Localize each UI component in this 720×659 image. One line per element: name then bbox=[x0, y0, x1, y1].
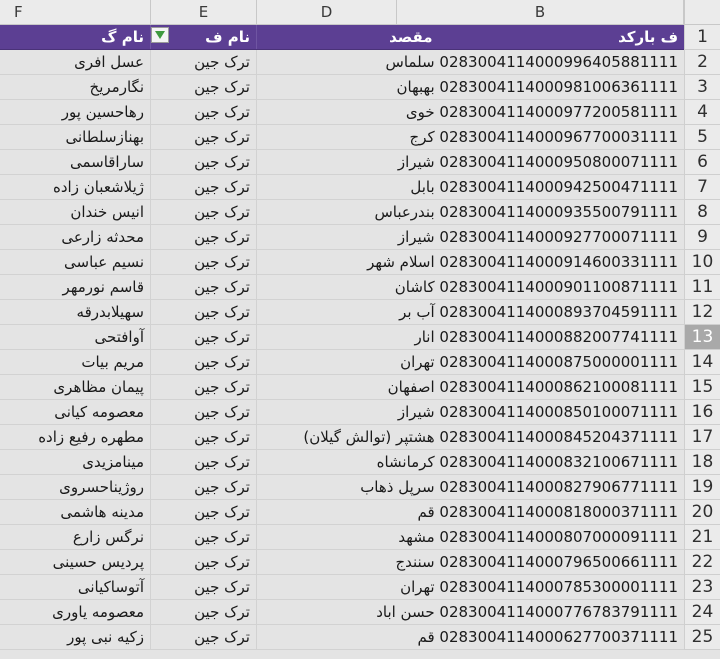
row-number[interactable]: 6 bbox=[684, 150, 720, 175]
destination-text: اسلام شهر bbox=[367, 253, 435, 271]
cell-barcode-dest[interactable] bbox=[257, 125, 684, 149]
table-row bbox=[0, 350, 684, 375]
cell-name[interactable]: معصومه کیانی bbox=[0, 400, 151, 424]
column-header-f[interactable] bbox=[0, 0, 151, 25]
header-barcode-label: ف بارکد bbox=[618, 28, 678, 46]
table-row bbox=[0, 525, 684, 550]
destination-text: سنندج bbox=[395, 553, 435, 571]
destination-text: شیراز bbox=[397, 228, 435, 246]
cell-family[interactable]: ترک جین bbox=[151, 275, 257, 299]
cell-name[interactable]: آوافتحی bbox=[0, 325, 151, 349]
row-number[interactable]: 7 bbox=[684, 175, 720, 200]
cell-family[interactable]: ترک جین bbox=[151, 200, 257, 224]
cell-barcode-dest[interactable] bbox=[257, 425, 684, 449]
cell-barcode-dest[interactable] bbox=[257, 625, 684, 649]
destination-text: تهران bbox=[400, 578, 435, 596]
cell-family[interactable]: ترک جین bbox=[151, 300, 257, 324]
table-row bbox=[0, 150, 684, 175]
cell-name[interactable]: ساراقاسمی bbox=[0, 150, 151, 174]
cell-family[interactable]: ترک جین bbox=[151, 125, 257, 149]
destination-text: بندرعباس bbox=[374, 203, 435, 221]
cell-name[interactable]: معصومه یاوری bbox=[0, 600, 151, 624]
cell-barcode-dest[interactable] bbox=[257, 550, 684, 574]
column-header-b[interactable] bbox=[397, 0, 684, 25]
table-row bbox=[0, 575, 684, 600]
cell-barcode-dest[interactable] bbox=[257, 575, 684, 599]
table-row bbox=[0, 600, 684, 625]
cell-name[interactable]: نگارمریخ bbox=[0, 75, 151, 99]
barcode-text: 0283004114000818000371111 bbox=[439, 503, 678, 521]
cell-barcode-dest[interactable] bbox=[257, 275, 684, 299]
barcode-text: 0283004114000862100081111 bbox=[439, 378, 678, 396]
destination-text: قم bbox=[417, 503, 435, 521]
cell-family[interactable]: ترک جین bbox=[151, 400, 257, 424]
row-number[interactable]: 21 bbox=[684, 525, 720, 550]
table-row bbox=[0, 50, 684, 75]
table-row bbox=[0, 300, 684, 325]
barcode-text: 0283004114000981006361111 bbox=[439, 78, 678, 96]
barcode-text: 0283004114000882007741111 bbox=[439, 328, 678, 346]
row-number[interactable]: 19 bbox=[684, 475, 720, 500]
row-number[interactable]: 11 bbox=[684, 275, 720, 300]
cell-name[interactable]: سهیلابدرقه bbox=[0, 300, 151, 324]
filter-arrow-icon bbox=[155, 31, 165, 39]
column-letter: B bbox=[534, 3, 546, 21]
cell-barcode-dest[interactable] bbox=[257, 175, 684, 199]
row-number[interactable]: 17 bbox=[684, 425, 720, 450]
table-row bbox=[0, 450, 684, 475]
destination-text: آب بر bbox=[399, 303, 435, 321]
cell-barcode-dest[interactable] bbox=[257, 200, 684, 224]
table-row bbox=[0, 475, 684, 500]
cell-name[interactable]: مطهره رفیع زاده bbox=[0, 425, 151, 449]
row-number-column bbox=[684, 25, 720, 659]
table-row bbox=[0, 500, 684, 525]
cell-name[interactable]: مینامزیدی bbox=[0, 450, 151, 474]
cell-barcode-dest[interactable] bbox=[257, 50, 684, 74]
table-row bbox=[0, 200, 684, 225]
cell-barcode-dest[interactable] bbox=[257, 450, 684, 474]
destination-text: بابل bbox=[410, 178, 435, 196]
cell-name[interactable]: نسیم عباسی bbox=[0, 250, 151, 274]
filter-dropdown-button[interactable] bbox=[151, 27, 169, 43]
row-number[interactable]: 3 bbox=[684, 75, 720, 100]
table-row bbox=[0, 400, 684, 425]
barcode-text: 0283004114000942500471111 bbox=[439, 178, 678, 196]
header-cell-family[interactable]: نام ف bbox=[151, 25, 257, 49]
cell-family[interactable]: ترک جین bbox=[151, 100, 257, 124]
barcode-text: 0283004114000850100071111 bbox=[439, 403, 678, 421]
cell-barcode-dest[interactable] bbox=[257, 500, 684, 524]
cell-barcode-dest[interactable] bbox=[257, 525, 684, 549]
row-number[interactable]: 16 bbox=[684, 400, 720, 425]
cell-barcode-dest[interactable] bbox=[257, 300, 684, 324]
row-number[interactable]: 13 bbox=[684, 325, 720, 350]
barcode-text: 0283004114000927700071111 bbox=[439, 228, 678, 246]
destination-text: بهبهان bbox=[396, 78, 435, 96]
barcode-text: 0283004114000977200581111 bbox=[439, 103, 678, 121]
cell-name[interactable]: زکیه نبی پور bbox=[0, 625, 151, 649]
destination-text: اصفهان bbox=[387, 378, 435, 396]
cell-barcode-dest[interactable] bbox=[257, 325, 684, 349]
table-row bbox=[0, 125, 684, 150]
cell-family[interactable]: ترک جین bbox=[151, 250, 257, 274]
cell-name[interactable]: قاسم نورمهر bbox=[0, 275, 151, 299]
destination-text: انار bbox=[414, 328, 435, 346]
cell-barcode-dest[interactable] bbox=[257, 75, 684, 99]
destination-text: شیراز bbox=[397, 403, 435, 421]
header-dest-label: مقصد bbox=[389, 28, 433, 46]
destination-text: خوی bbox=[405, 103, 435, 121]
destination-text: تهران bbox=[400, 353, 435, 371]
row-number[interactable]: 23 bbox=[684, 575, 720, 600]
cell-family[interactable]: ترک جین bbox=[151, 175, 257, 199]
barcode-text: 0283004114000914600331111 bbox=[439, 253, 678, 271]
cell-family[interactable]: ترک جین bbox=[151, 50, 257, 74]
barcode-text: 0283004114000796500661111 bbox=[439, 553, 678, 571]
cell-family[interactable]: ترک جین bbox=[151, 475, 257, 499]
destination-text: کاشان bbox=[394, 278, 435, 296]
column-header-d[interactable] bbox=[257, 0, 397, 25]
table-row bbox=[0, 550, 684, 575]
column-letter: E bbox=[198, 3, 209, 21]
destination-text: کرمانشاه bbox=[376, 453, 435, 471]
cell-family[interactable]: ترک جین bbox=[151, 150, 257, 174]
row-number[interactable]: 2 bbox=[684, 50, 720, 75]
barcode-text: 0283004114000901100871111 bbox=[439, 278, 678, 296]
cell-barcode-dest[interactable] bbox=[257, 600, 684, 624]
row-number[interactable]: 9 bbox=[684, 225, 720, 250]
row-number[interactable]: 24 bbox=[684, 600, 720, 625]
barcode-text: 0283004114000776783791111 bbox=[439, 603, 678, 621]
row-number[interactable]: 18 bbox=[684, 450, 720, 475]
cell-barcode-dest[interactable] bbox=[257, 375, 684, 399]
table-header-row bbox=[0, 25, 684, 50]
cell-barcode-dest[interactable] bbox=[257, 400, 684, 424]
barcode-text: 0283004114000875000001111 bbox=[439, 353, 678, 371]
destination-text: قم bbox=[417, 628, 435, 646]
table-row bbox=[0, 225, 684, 250]
barcode-text: 0283004114000950800071111 bbox=[439, 153, 678, 171]
cell-barcode-dest[interactable] bbox=[257, 475, 684, 499]
cell-family[interactable]: ترک جین bbox=[151, 550, 257, 574]
table-row bbox=[0, 100, 684, 125]
table-row bbox=[0, 425, 684, 450]
cell-name[interactable]: رهاحسین پور bbox=[0, 100, 151, 124]
row-number[interactable]: 5 bbox=[684, 125, 720, 150]
cell-name[interactable]: بهنازسلطانی bbox=[0, 125, 151, 149]
row-number[interactable]: 8 bbox=[684, 200, 720, 225]
cell-name[interactable]: انیس خندان bbox=[0, 200, 151, 224]
row-number[interactable]: 4 bbox=[684, 100, 720, 125]
cell-barcode-dest[interactable] bbox=[257, 350, 684, 374]
barcode-text: 0283004114000785300001111 bbox=[439, 578, 678, 596]
table-row bbox=[0, 250, 684, 275]
cell-name[interactable]: پردیس حسینی bbox=[0, 550, 151, 574]
row-number[interactable]: 15 bbox=[684, 375, 720, 400]
cell-family[interactable]: ترک جین bbox=[151, 350, 257, 374]
cell-family[interactable]: ترک جین bbox=[151, 325, 257, 349]
cell-name[interactable]: پیمان مظاهری bbox=[0, 375, 151, 399]
destination-text: سلماس bbox=[385, 53, 435, 71]
cell-family[interactable]: ترک جین bbox=[151, 625, 257, 649]
cell-barcode-dest[interactable] bbox=[257, 150, 684, 174]
column-letter: F bbox=[14, 3, 23, 21]
cell-barcode-dest[interactable] bbox=[257, 100, 684, 124]
table-row bbox=[0, 175, 684, 200]
barcode-text: 0283004114000832100671111 bbox=[439, 453, 678, 471]
cell-name[interactable]: محدثه زارعی bbox=[0, 225, 151, 249]
cell-barcode-dest[interactable] bbox=[257, 250, 684, 274]
barcode-text: 0283004114000807000091111 bbox=[439, 528, 678, 546]
cell-name[interactable]: آتوساکیانی bbox=[0, 575, 151, 599]
cell-family[interactable]: ترک جین bbox=[151, 575, 257, 599]
select-all-corner[interactable] bbox=[684, 0, 720, 25]
cell-family[interactable]: ترک جین bbox=[151, 450, 257, 474]
cell-family[interactable]: ترک جین bbox=[151, 425, 257, 449]
row-number[interactable]: 12 bbox=[684, 300, 720, 325]
cell-name[interactable]: ژیلاشعبان زاده bbox=[0, 175, 151, 199]
cell-name[interactable]: عسل افری bbox=[0, 50, 151, 74]
column-header-e[interactable] bbox=[151, 0, 257, 25]
destination-text: سرپل ذهاب bbox=[360, 478, 435, 496]
row-number[interactable]: 20 bbox=[684, 500, 720, 525]
header-cell-barcode-dest[interactable] bbox=[257, 25, 684, 49]
barcode-text: 0283004114000627700371111 bbox=[439, 628, 678, 646]
table-row bbox=[0, 75, 684, 100]
column-letter: D bbox=[320, 3, 333, 21]
header-cell-name[interactable]: نام گ bbox=[0, 25, 151, 49]
row-number[interactable]: 25 bbox=[684, 625, 720, 650]
cell-family[interactable]: ترک جین bbox=[151, 225, 257, 249]
cell-name[interactable]: مدینه هاشمی bbox=[0, 500, 151, 524]
barcode-text: 0283004114000967700031111 bbox=[439, 128, 678, 146]
barcode-text: 0283004114000845204371111 bbox=[439, 428, 678, 446]
cell-family[interactable]: ترک جین bbox=[151, 600, 257, 624]
spreadsheet-grid bbox=[0, 25, 684, 659]
row-number[interactable]: 1 bbox=[684, 25, 720, 50]
cell-name[interactable]: نرگس زارع bbox=[0, 525, 151, 549]
barcode-text: 0283004114000996405881111 bbox=[439, 53, 678, 71]
cell-name[interactable]: روژیناحسروی bbox=[0, 475, 151, 499]
table-row bbox=[0, 325, 684, 350]
row-number[interactable]: 14 bbox=[684, 350, 720, 375]
cell-family[interactable]: ترک جین bbox=[151, 525, 257, 549]
destination-text: هشتپر (توالش گیلان) bbox=[303, 428, 435, 446]
destination-text: مشهد bbox=[398, 528, 435, 546]
cell-family[interactable]: ترک جین bbox=[151, 375, 257, 399]
barcode-text: 0283004114000935500791111 bbox=[439, 203, 678, 221]
destination-text: شیراز bbox=[397, 153, 435, 171]
row-number[interactable]: 10 bbox=[684, 250, 720, 275]
destination-text: حسن اباد bbox=[376, 603, 435, 621]
cell-family[interactable]: ترک جین bbox=[151, 500, 257, 524]
cell-barcode-dest[interactable] bbox=[257, 225, 684, 249]
table-row bbox=[0, 275, 684, 300]
table-row bbox=[0, 625, 684, 650]
cell-family[interactable]: ترک جین bbox=[151, 75, 257, 99]
destination-text: کرج bbox=[409, 128, 435, 146]
table-row bbox=[0, 375, 684, 400]
cell-name[interactable]: مریم بیات bbox=[0, 350, 151, 374]
row-number[interactable]: 22 bbox=[684, 550, 720, 575]
barcode-text: 0283004114000893704591111 bbox=[439, 303, 678, 321]
barcode-text: 0283004114000827906771111 bbox=[439, 478, 678, 496]
